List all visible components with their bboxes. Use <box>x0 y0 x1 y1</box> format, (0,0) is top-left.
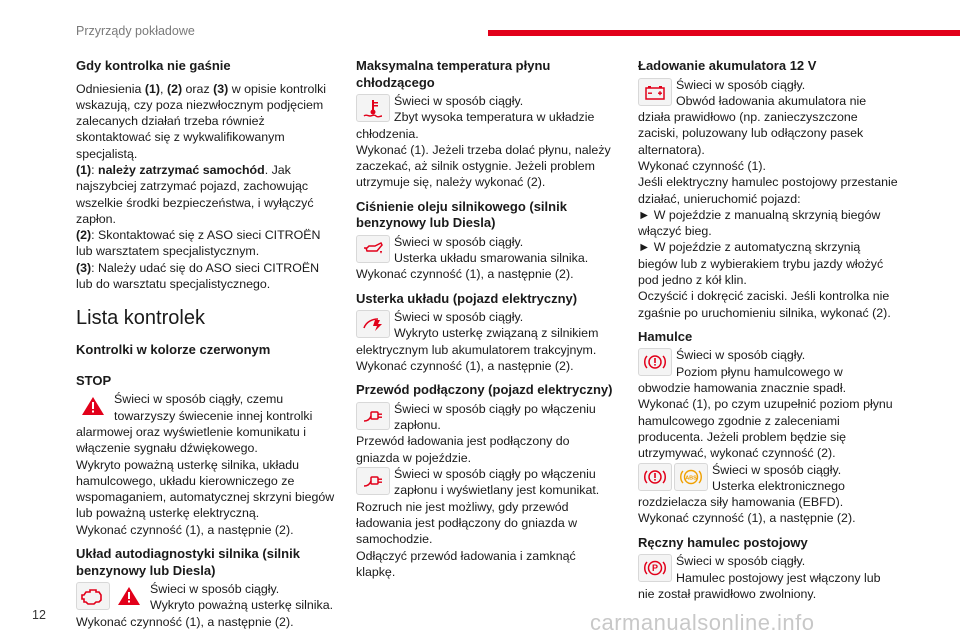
cable-text-1: Świeci w sposób ciągły po włączeniu zapłonu. <box>394 401 596 433</box>
brake-warning-icon <box>638 348 672 376</box>
stop-text: Świeci w sposób ciągły, czemu towarzyszy świecenie innej kontrolki alarmowej oraz wyświetlenie komunikatu i włączenie sygnału dźwiękowego. <box>76 392 313 456</box>
diag-text-1: Świeci w sposób ciągły. <box>150 582 280 597</box>
brakes-heading: Hamulce <box>638 328 693 344</box>
coolant-temperature-icon <box>356 94 390 122</box>
cable-text-4: Rozruch nie jest możliwy, gdy przewód ładowania jest podłączony do gniazda w samochodzie. <box>356 499 578 547</box>
abs-icon <box>674 463 708 491</box>
cable-text-5: Odłączyć przewód ładowania i zamknąć klapkę. <box>356 548 576 579</box>
stop-heading: STOP <box>76 372 112 388</box>
engine-diagnostic-icon <box>76 582 110 610</box>
note-2: (2): Skontaktować się z ASO sieci CITROËN lub warsztatem specjalistycznym. <box>76 228 321 259</box>
charging-plug-icon <box>356 467 390 495</box>
charging-plug-icon <box>356 402 390 430</box>
oil-action: Wykonać czynność (1), a następnie (2). <box>356 267 574 282</box>
electric-fault-text-2: Wykryto usterkę związaną z silnikiem elektrycznym lub akumulatorem trakcyjnym. <box>356 326 599 357</box>
oil-text-1: Świeci w sposób ciągły. <box>394 234 524 249</box>
brakes-text-2: Poziom płynu hamulcowego w obwodzie hamowania znacznie spadł. <box>638 364 847 396</box>
page-title: Lista kontrolek <box>76 307 205 330</box>
cable-connected-heading: Przewód podłączony (pojazd elektryczny) <box>356 382 613 398</box>
ebfd-action: Wykonać czynność (1), a następnie (2). <box>638 511 856 526</box>
battery-icon <box>638 78 672 106</box>
paragraph-references: Odniesienia (1), (2) oraz (3) w opisie kontrolki wskazują, czy poza niezwłocznym podjęciem zalecanych działań trzeba również skontaktować się z wykwalifikowanym specjalistą. <box>76 81 327 161</box>
cable-text-3: Świeci w sposób ciągły po włączeniu zapłonu i wyświetlany jest komunikat. <box>394 467 600 498</box>
battery-text-3: Wykonać czynność (1). <box>638 158 766 173</box>
note-1: (1): należy zatrzymać samochód. Jak najszybciej zatrzymać pojazd, zachowując wszelkie środki bezpieczeństwa, i wyłączyć zapłon. <box>76 162 314 226</box>
parking-brake-text-1: Świeci w sposób ciągły. <box>676 554 806 569</box>
coolant-heading: Maksymalna temperatura płynu chłodzącego <box>356 58 551 90</box>
coolant-text-2: Zbyt wysoka temperatura w układzie chłodzenia. <box>356 110 595 141</box>
oil-pressure-icon <box>356 235 390 263</box>
chapter-accent-bar <box>488 30 960 36</box>
svg-text:ABS: ABS <box>685 474 697 481</box>
diag-action: Wykonać czynność (1), a następnie (2). <box>76 614 294 629</box>
parking-brake-icon <box>638 554 672 582</box>
electric-fault-action: Wykonać czynność (1), a następnie (2). <box>356 359 574 374</box>
watermark: carmanualsonline.info <box>590 610 815 635</box>
brakes-text-1: Świeci w sposób ciągły. <box>676 348 806 363</box>
ebfd-text-2: Usterka elektronicznego rozdzielacza siły hamowania (EBFD). <box>638 478 845 510</box>
column-2 <box>356 58 616 580</box>
coolant-text-3: Wykonać (1). Jeżeli trzeba dolać płynu, należy zaczekać, aż silnik ostygnie. Jeżeli problem utrzymuje się, należy wykonać (2). <box>356 142 611 190</box>
battery-text-1: Świeci w sposób ciągły. <box>676 77 806 92</box>
stop-action: Wykonać czynność (1), a następnie (2). <box>76 522 294 537</box>
electric-fault-text-1: Świeci w sposób ciągły. <box>394 310 524 325</box>
column-1 <box>76 58 336 630</box>
electric-fault-heading: Usterka układu (pojazd elektryczny) <box>356 290 578 306</box>
oil-heading: Ciśnienie oleju silnikowego (silnik benzynowy lub Diesla) <box>356 198 567 231</box>
warning-triangle-icon <box>76 392 110 420</box>
page-number: 12 <box>32 608 46 622</box>
oil-text-2: Usterka układu smarowania silnika. <box>394 251 589 266</box>
battery-bullet-2: ► W pojeździe z automatyczną skrzynią biegów lub z wybierakiem trybu jazdy włożyć pod jedno z kół klin. <box>638 240 884 288</box>
stop-text-2: Wykryto poważną usterkę silnika, układu hamulcowego, układu kierowniczego ze wspomaganiem, automatycznej skrzyni biegów lub poważną usterkę elektryczną. <box>76 457 335 521</box>
cable-text-2: Przewód ładowania jest podłączony do gniazda w pojeździe. <box>356 434 570 465</box>
diag-text-2: Wykryto poważną usterkę silnika. <box>150 598 334 613</box>
column-3 <box>638 58 898 602</box>
coolant-text-1: Świeci w sposób ciągły. <box>394 94 524 108</box>
battery-text-5: Oczyścić i dokręcić zaciski. Jeśli kontrolka nie zgaśnie po uruchomieniu silnika, wykonać (2). <box>638 289 891 320</box>
brakes-text-3: Wykonać (1), po czym uzupełnić poziom płynu hamulcowego zgodnie z zaleceniami producenta. Jeżeli problem będzie się utrzymywać, wykonać czynność (2). <box>638 397 893 461</box>
parking-brake-text-2: Hamulec postojowy jest włączony lub nie został prawidłowo zwolniony. <box>638 570 881 601</box>
ebfd-text-1: Świeci w sposób ciągły. <box>712 462 842 477</box>
note-3: (3): Należy udać się do ASO sieci CITROËN lub do warsztatu specjalistycznego. <box>76 260 320 292</box>
parking-brake-heading: Ręczny hamulec postojowy <box>638 534 808 550</box>
subsection-red-lights: Kontrolki w kolorze czerwonym <box>76 342 271 358</box>
section-heading-when-light-stays-on: Gdy kontrolka nie gaśnie <box>76 58 231 73</box>
brake-warning-icon <box>638 463 672 491</box>
diag-heading: Układ autodiagnostyki silnika (silnik benzynowy lub Diesla) <box>76 546 300 578</box>
electric-system-fault-icon <box>356 310 390 338</box>
warning-triangle-icon <box>112 582 146 610</box>
chapter-title: Przyrządy pokładowe <box>76 24 195 38</box>
battery-text-4: Jeśli elektryczny hamulec postojowy przestanie działać, unieruchomić pojazd: <box>638 175 898 206</box>
battery-heading: Ładowanie akumulatora 12 V <box>638 58 817 73</box>
battery-text-2: Obwód ładowania akumulatora nie działa prawidłowo (np. zanieczyszczone zaciski, poluzowany lub odłączony pasek alternatora). <box>638 93 867 157</box>
battery-bullet-1: ► W pojeździe z manualną skrzynią biegów włączyć bieg. <box>638 207 881 239</box>
svg-text:P: P <box>651 563 659 574</box>
